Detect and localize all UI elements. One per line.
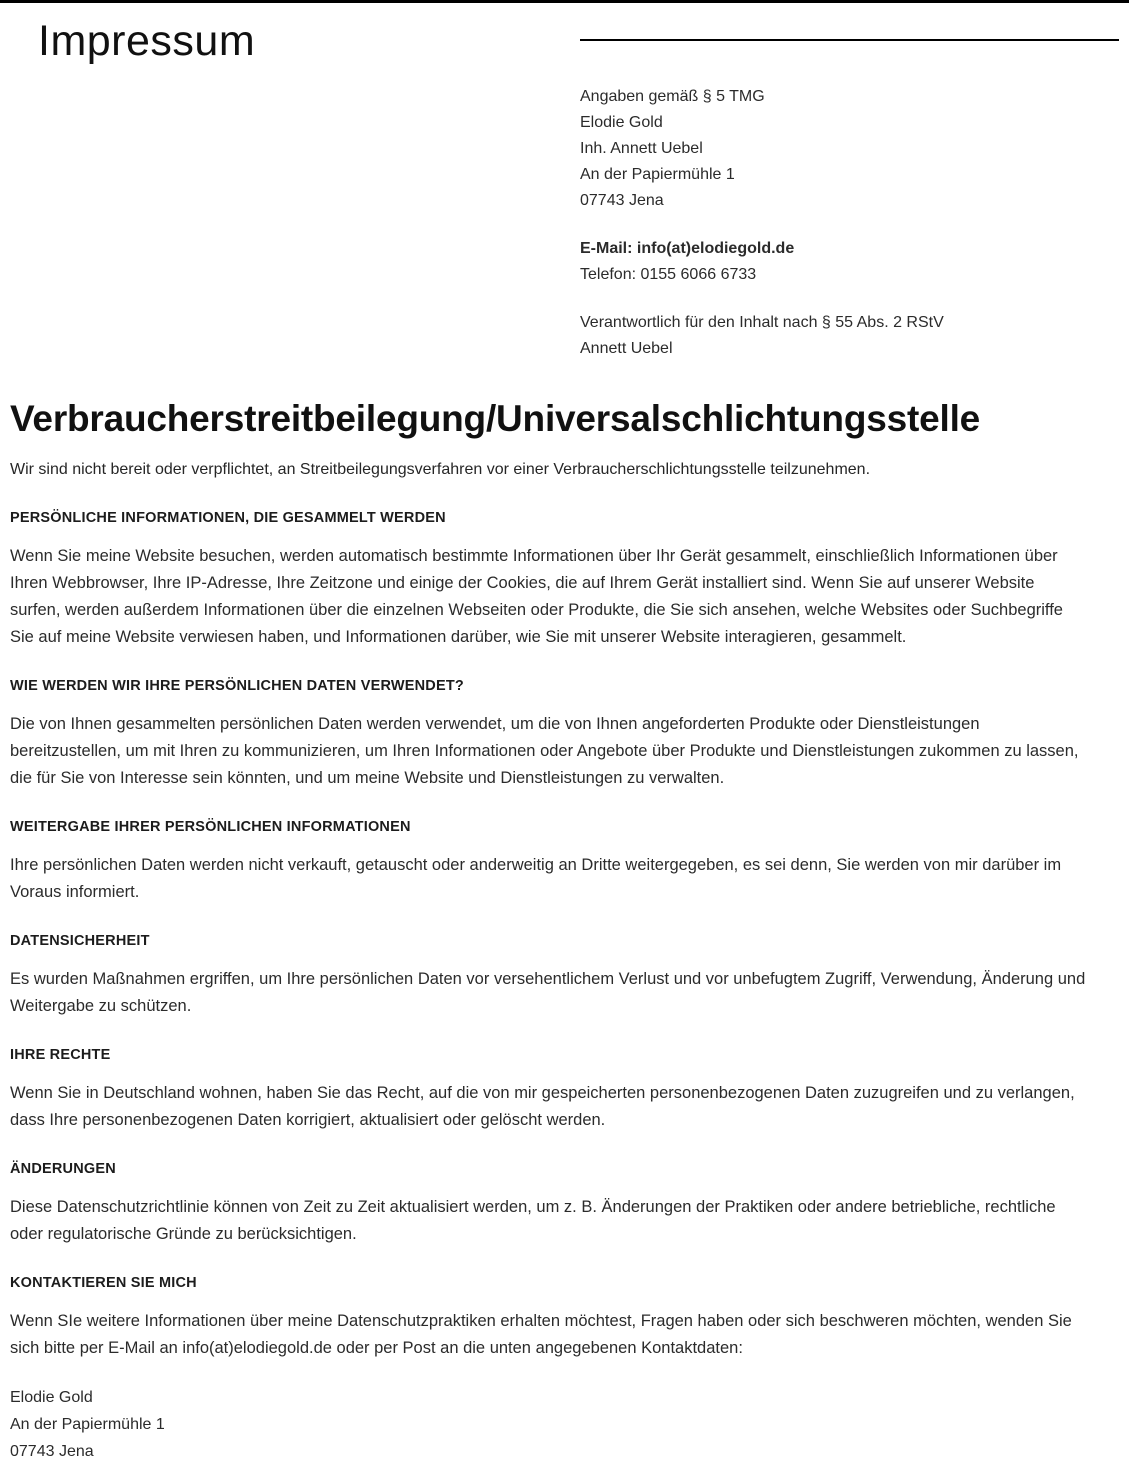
header-contact-column [580,3,1119,362]
address-city-line: 07743 Jena [10,1442,94,1460]
section-heading: WEITERGABE IHRER PERSÖNLICHEN INFORMATIONEN [10,818,411,835]
imprint-contact-group [580,236,1119,288]
section-data-sharing [10,818,1089,906]
section-heading: ÄNDERUNGEN [10,1160,116,1177]
legal-basis-line: Angaben gemäß § 5 TMG [580,88,765,105]
city-line: 07743 Jena [580,192,664,209]
imprint-responsible-group [580,310,1119,362]
section-body: Die von Ihnen gesammelten persönlichen Daten werden verwendet, um die von Ihnen angeforderten Produkte oder Dienstleistungen bereitzustellen, um mit Ihren zu kommunizieren, um Ihren Informationen oder Angebote über Produkte und Dienstleistungen zukommen zu lassen, die für Sie von Interesse sein könnten, und um meine Website und Dienstleistungen zu verwalten. [10,714,1079,787]
main-content [0,398,1129,1465]
section-body: Ihre persönlichen Daten werden nicht verkauft, getauscht oder anderweitig an Dritte weitergegeben, es sei denn, Sie werden von mir darüber im Voraus informiert. [10,855,1062,901]
imprint-provider-group [580,84,1119,214]
company-name: Elodie Gold [580,114,663,131]
email-line: E-Mail: info(at)elodiegold.de [580,240,795,257]
imprint-contact-block [580,84,1119,362]
section-heading: KONTAKTIEREN SIE MICH [10,1274,197,1291]
header-title-column [38,3,580,362]
section-body: Wenn SIe weitere Informationen über meine Datenschutzpraktiken erhalten möchtest, Fragen haben oder sich beschweren möchten, wenden Sie sich bitte per E-Mail an info(at)elodiegold.de oder per Post an die unten angegebenen Kontaktdaten: [10,1311,1072,1357]
address-street-line: An der Papiermühle 1 [10,1415,165,1433]
section-changes [10,1160,1089,1248]
page-header [0,3,1129,362]
dispute-resolution-heading: Verbraucherstreitbeilegung/Universalschlichtungsstelle [10,398,981,439]
section-contact-me [10,1274,1089,1362]
street-line: An der Papiermühle 1 [580,166,735,183]
section-heading: IHRE RECHTE [10,1046,111,1063]
phone-line: Telefon: 0155 6066 6733 [580,266,757,283]
section-data-security [10,932,1089,1020]
footer-contact-address [10,1384,1089,1465]
section-your-rights [10,1046,1089,1134]
page-title: Impressum [38,17,256,65]
responsible-title-line: Verantwortlich für den Inhalt nach § 55 Abs. 2 RStV [580,314,944,331]
section-body: Wenn Sie in Deutschland wohnen, haben Sie das Recht, auf die von mir gespeicherten personenbezogenen Daten zuzugreifen und zu verlangen, dass Ihre personenbezogenen Daten korrigiert, aktualisiert oder gelöscht werden. [10,1083,1075,1129]
section-heading: PERSÖNLICHE INFORMATIONEN, DIE GESAMMELT WERDEN [10,509,446,526]
section-personal-info-collected [10,509,1089,651]
dispute-resolution-text: Wir sind nicht bereit oder verpflichtet, an Streitbeilegungsverfahren vor einer Verbraucherschlichtungsstelle teilzunehmen. [10,460,871,478]
section-heading: DATENSICHERHEIT [10,932,150,949]
address-name-line: Elodie Gold [10,1388,93,1406]
section-body: Es wurden Maßnahmen ergriffen, um Ihre persönlichen Daten vor versehentlichem Verlust und vor unbefugtem Zugriff, Verwendung, Änderung und Weitergabe zu schützen. [10,969,1086,1015]
section-body: Diese Datenschutzrichtlinie können von Zeit zu Zeit aktualisiert werden, um z. B. Änderungen der Praktiken oder andere betriebliche, rechtliche oder regulatorische Gründe zu berücksichtigen. [10,1197,1056,1243]
header-divider-rule [580,39,1119,41]
section-heading: WIE WERDEN WIR IHRE PERSÖNLICHEN DATEN VERWENDET? [10,677,464,694]
responsible-name-line: Annett Uebel [580,340,673,357]
section-body: Wenn Sie meine Website besuchen, werden automatisch bestimmte Informationen über Ihr Gerät gesammelt, einschließlich Informationen über Ihren Webbrowser, Ihre IP-Adresse, Ihre Zeitzone und einige der Cookies, die auf Ihrem Gerät installiert sind. Wenn Sie auf unserer Website surfen, werden außerdem Informationen über die einzelnen Webseiten oder Produkte, die Sie sich ansehen, welche Websites oder Suchbegriffe Sie auf meine Website verwiesen haben, und Informationen darüber, wie Sie mit unserer Website interagieren, gesammelt. [10,546,1063,646]
section-data-usage [10,677,1089,792]
owner-line: Inh. Annett Uebel [580,140,703,157]
